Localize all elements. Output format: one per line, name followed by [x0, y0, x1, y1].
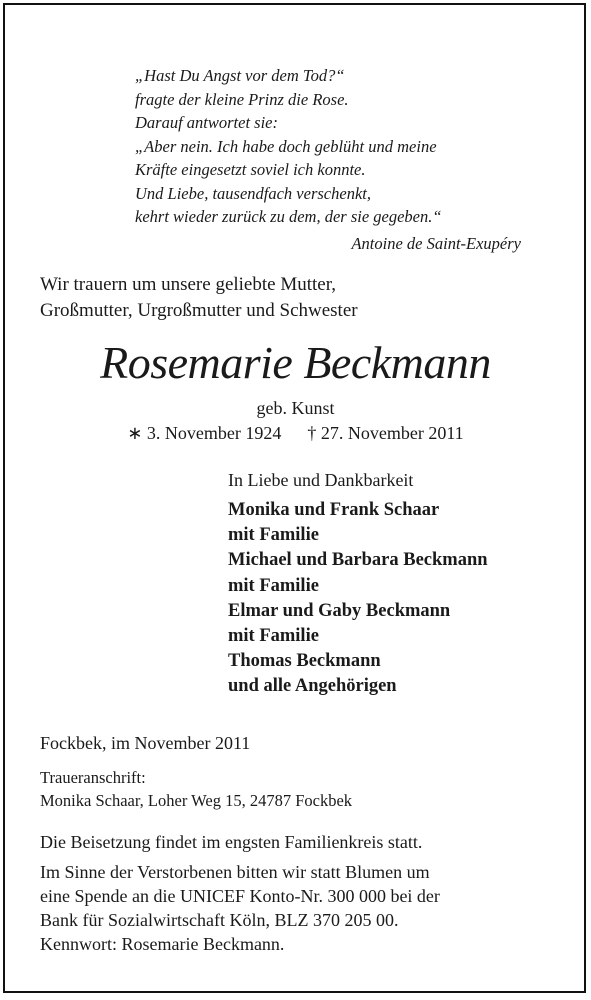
poem-quote	[135, 64, 535, 229]
mourner-line: Thomas Beckmann	[228, 651, 381, 672]
mourner-line: mit Familie	[228, 525, 319, 546]
mourner-line: Elmar und Gaby Beckmann	[228, 600, 451, 621]
death-date: † 27. November 2011	[307, 423, 464, 443]
mourner-line: mit Familie	[228, 626, 319, 647]
burial-line: Die Beisetzung findet im engsten Familienkreis statt.	[40, 832, 423, 852]
poem-line: Darauf antwortet sie:	[135, 113, 278, 132]
intro-line: Wir trauern um unsere geliebte Mutter,	[40, 274, 337, 295]
poem-line: „Hast Du Angst vor dem Tod?“	[135, 66, 345, 85]
birth-name: geb. Kunst	[256, 398, 335, 418]
poem-line: „Aber nein. Ich habe doch geblüht und meine	[135, 136, 437, 156]
mourner-line: Monika und Frank Schaar	[228, 500, 440, 520]
place-date: Fockbek, im November 2011	[40, 733, 251, 753]
donation-line: Kennwort: Rosemarie Beckmann.	[40, 934, 285, 954]
mourner-line: und alle Angehörigen	[228, 676, 397, 697]
life-dates	[0, 423, 591, 444]
mourner-line: Michael und Barbara Beckmann	[228, 550, 488, 571]
address-label: Traueranschrift:	[40, 768, 146, 787]
mourning-address	[40, 766, 352, 812]
birth-date: ∗ 3. November 1924	[127, 423, 282, 443]
mourners-heading: In Liebe und Dankbarkeit	[228, 470, 414, 490]
intro-line: Großmutter, Urgroßmutter und Schwester	[40, 300, 358, 321]
poem-line: Kräfte eingesetzt soviel ich konnte.	[135, 160, 366, 179]
donation-line: Im Sinne der Verstorbenen bitten wir statt Blumen um	[40, 862, 430, 882]
poem-attribution: Antoine de Saint-Exupéry	[351, 234, 521, 253]
donation-line: eine Spende an die UNICEF Konto-Nr. 300 000 bei der	[40, 886, 440, 906]
poem-line: kehrt wieder zurück zu dem, der sie gegeben.“	[135, 207, 442, 226]
mourner-line: mit Familie	[228, 575, 319, 596]
mourners-list	[228, 498, 488, 700]
burial-notice	[40, 830, 440, 956]
deceased-name: Rosemarie Beckmann	[100, 337, 491, 388]
address-value: Monika Schaar, Loher Weg 15, 24787 Fockbek	[40, 791, 353, 810]
poem-line: Und Liebe, tausendfach verschenkt,	[135, 183, 371, 203]
intro-text	[40, 272, 358, 324]
poem-line: fragte der kleine Prinz die Rose.	[135, 89, 349, 109]
donation-line: Bank für Sozialwirtschaft Köln, BLZ 370 205 00.	[40, 910, 399, 930]
